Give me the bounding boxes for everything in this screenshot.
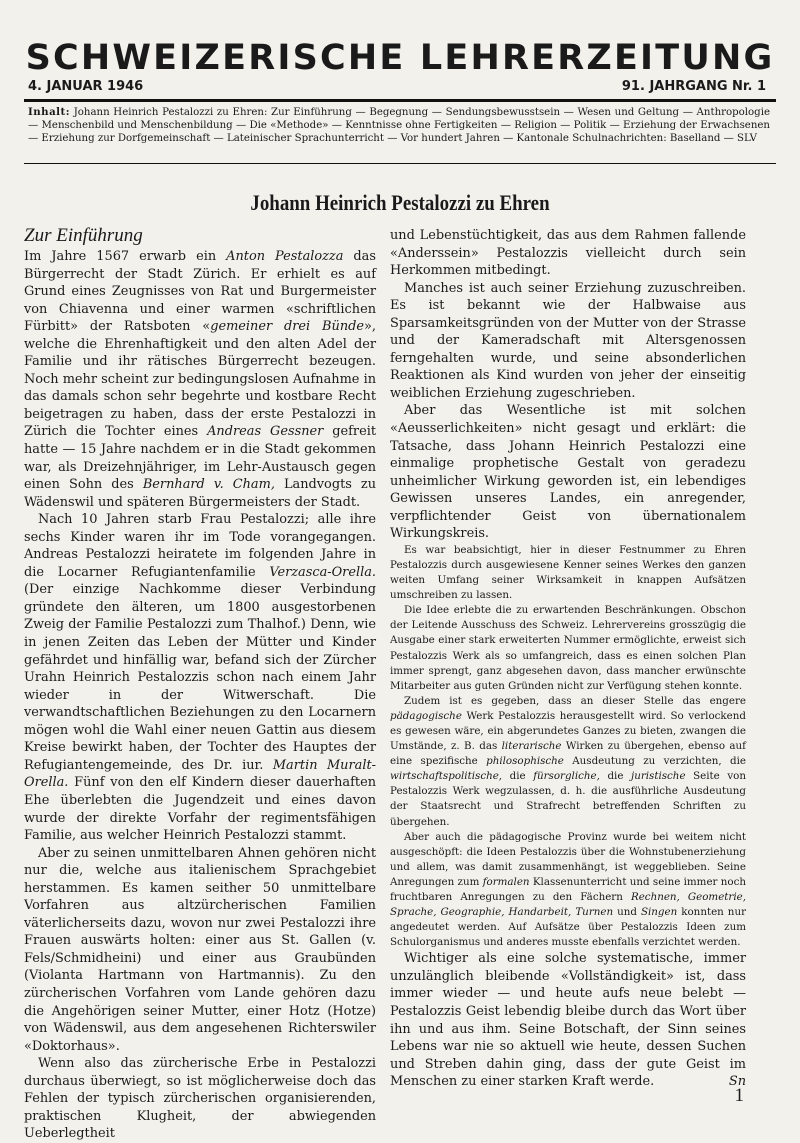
paragraph: Manches ist auch seiner Erziehung zuzuschreiben. Es ist bekannt wie der Halbwaise aus Sparsamkeitsgründen von der Mutter von der Strasse und der Kameradschaft mit Altersgenossen ferngehalten wurde, und seine absonderlichen Reaktionen als Kind wurden von jeher der einseitig weiblichen Erziehung zugeschrieben. [390, 280, 746, 401]
editorial-note: Zudem ist es gegeben, dass an dieser Stelle das engere pädagogische Werk Pestalozzis herausgestellt wird. So verlockend es gewesen wäre, ein abgerundetes Ganzes zu bieten, zwangen die Umstände, z. B. das literarische Wirken zu übergehen, ebenso auf eine spezifische philosophische Ausdeutung zu verzichten, die wirtschaftspolitische, die fürsorgliche, die juristische Seite von Pestalozzis Werk wegzulassen, d. h. die ausführliche Ausdeutung der Staatsrecht und Strafrecht betreffenden Schriften zu übergehen. [390, 694, 746, 828]
paragraph: Nach 10 Jahren starb Frau Pestalozzi; alle ihre sechs Kinder waren ihr im Tode vorangegangen. Andreas Pestalozzi heiratete im folgenden Jahre in die Locarner Refugiantenfamilie Verzasca-Orella. (Der einzige Nachkomme dieser Verbindung gründete den älteren, um 1800 ausgestorbenen Zweig der Familie Pestalozzi zum Thalhof.) Denn, wie in jenen Zeiten das Leben der Mütter und Kinder gefährdet und hinfällig war, befand sich der Zürcher Urahn Heinrich Pestalozzis schon nach einem Jahr wieder in der Witwerschaft. Die verwandtschaftlichen Beziehungen zu den Locarnern mögen wohl die Wahl einer neuen Gattin aus diesem Kreise bewirkt haben, der Tochter des Hauptes der Refugiantengemeinde, des Dr. iur. Martin Muralt-Orella. Fünf von den elf Kindern dieser dauerhaften Ehe überlebten die Jugendzeit und eines davon wurde der direkte Vorfahr der regimentsfähigen Familie, aus welcher Heinrich Pestalozzi stammt. [24, 512, 376, 844]
toc-label: Inhalt: [28, 106, 71, 118]
editorial-note: Die Idee erlebte die zu erwartenden Beschränkungen. Obschon der Leitende Ausschuss des Schweiz. Lehrervereins grosszügig die Ausgabe einer stark erweiterten Nummer ermöglichte, erweist sich Pestalozzis Werk als so umfangreich, dass es einen solchen Plan immer sprengt, ganz abgesehen davon, dass mancher erwünschte Mitarbeiter aus guten Gründen nicht zur Verfügung stehen konnte. [390, 604, 746, 692]
page-number: 1 [734, 1085, 744, 1106]
issue-date: 4. JANUAR 1946 [28, 79, 144, 94]
masthead-title: SCHWEIZERISCHE LEHRERZEITUNG [25, 38, 775, 78]
section-heading: Zur Einführung [24, 225, 143, 246]
paragraph: Wenn also das zürcherische Erbe in Pestalozzi durchaus überwiegt, so ist möglicherweise doch das Fehlen der typisch zürcherischen organisierenden, praktischen Klugheit, der abwiegenden Ueberlegtheit [24, 1056, 376, 1142]
paragraph: Aber zu seinen unmittelbaren Ahnen gehören nicht nur die, welche aus italienischem Sprachgebiet herstammen. Es kamen seither 50 unmittelbare Vorfahren aus altzürcherischen Familien väterlicherseits dazu, wovon nur zwei Pestalozzi ihre Frauen auswärts holten: einer aus St. Gallen (v. Fels/Schmidheini) und einer aus Graubünden (Violanta Hartmann von Hartmannis). Zu den zürcherischen Vorfahren vom Lande gehören dazu die Angehörigen seiner Mutter, einer Hotz (Hotze) von Wädenswil, aus dem angesehenen Richterswiler «Doktorhaus». [24, 845, 376, 1054]
masthead-rule [24, 99, 776, 102]
right-column [390, 227, 746, 1091]
left-column [24, 226, 376, 1143]
toc-rule [24, 163, 776, 164]
paragraph: Aber das Wesentliche ist mit solchen «Aeusserlichkeiten» nicht gesagt und erklärt: die Tatsache, dass Johann Heinrich Pestalozzi eine einmalige prophetische Gestalt von geradezu unheimlicher Wirkung geworden ist, ein lebendiges Gewissen unseres Landes, ein anregender, verpflichtender Geist von übernationalem Wirkungskreis. [390, 403, 746, 542]
author-signoff: Sn [728, 1074, 746, 1090]
editorial-note: Aber auch die pädagogische Provinz wurde bei weitem nicht ausgeschöpft: die Ideen Pestalozzis über die Wohnstubenerziehung und allem, was damit zusammenhängt, ist weggeblieben. Seine Anregungen zum formalen Klassenunterricht und seine immer noch fruchtbaren Anregungen zu den Fächern Rechnen, Geometrie, Sprache, Geographie, Handarbeit, Turnen und Singen konnten nur angedeutet werden. Auf Aufsätze über Pestalozzis Ideen zum Schulorganismus und anderes musste ebenfalls verzichtet werden. [390, 830, 747, 949]
dateline [28, 79, 766, 95]
editorial-note: Es war beabsichtigt, hier in dieser Festnummer zu Ehren Pestalozzis durch ausgewiesene Kenner seines Werkes den ganzen weiten Umfang seiner Wirksamkeit in knappen Aufsätzen umschreiben zu lassen. [390, 543, 746, 602]
article-title: Johann Heinrich Pestalozzi zu Ehren [250, 190, 550, 215]
toc-text: Johann Heinrich Pestalozzi zu Ehren: Zur Einführung — Begegnung — Sendungsbewusstsein — Wesen und Geltung — Anthropologie — Menschenbild und Menschenbildung — Die «Methode» — Kenntnisse ohne Fertigkeiten — Religion — Politik — Erziehung der Erwachsenen — Erziehung zur Dorfgemeinschaft — Lateinischer Sprachunterricht — Vor hundert Jahren — Kantonale Schulnachrichten: Baselland — SLV [28, 107, 770, 145]
paragraph: Im Jahre 1567 erwarb ein Anton Pestalozza das Bürgerrecht der Stadt Zürich. Er erhielt es auf Grund eines Zeugnisses von Rat und Burgermeister von Chiavenna und einer warmen «schriftlichen Fürbitt» der Ratsboten «gemeiner drei Bünde», welche die Ehrenhaftigkeit und den alten Adel der Familie und ihr rätisches Bürgerrecht bezeugen. Noch mehr scheint zur bedingungslosen Aufnahme in das damals schon sehr begehrte und kostbare Recht beigetragen zu haben, dass der erste Pestalozzi in Zürich die Tochter eines Andreas Gessner gefreit hatte — 15 Jahre nachdem er in die Stadt gekommen war, als Dreizehnjähriger, im Lehr-Austausch gegen einen Sohn des Bernhard v. Cham, Landvogts zu Wädenswil und späteren Bürgermeisters der Stadt. [24, 249, 377, 510]
table-of-contents [28, 106, 770, 146]
issue-number: 91. JAHRGANG Nr. 1 [621, 79, 766, 94]
paragraph: und Lebenstüchtigkeit, das aus dem Rahmen fallende «Anderssein» Pestalozzis vielleicht durch sein Herkommen mitbedingt. [390, 228, 746, 279]
paragraph: Wichtiger als eine solche systematische, immer unzulänglich bleibende «Vollständigkeit» ist, dass immer wieder — und heute aufs neue belebt — Pestalozzis Geist lebendig bleibe durch das Wort über ihn und aus ihm. Seine Botschaft, der Sinn seines Lebens war nie so aktuell wie heute, dessen Suchen und Streben dahin ging, dass der gute Geist im Menschen zu einer starken Kraft werde. [390, 951, 746, 1090]
